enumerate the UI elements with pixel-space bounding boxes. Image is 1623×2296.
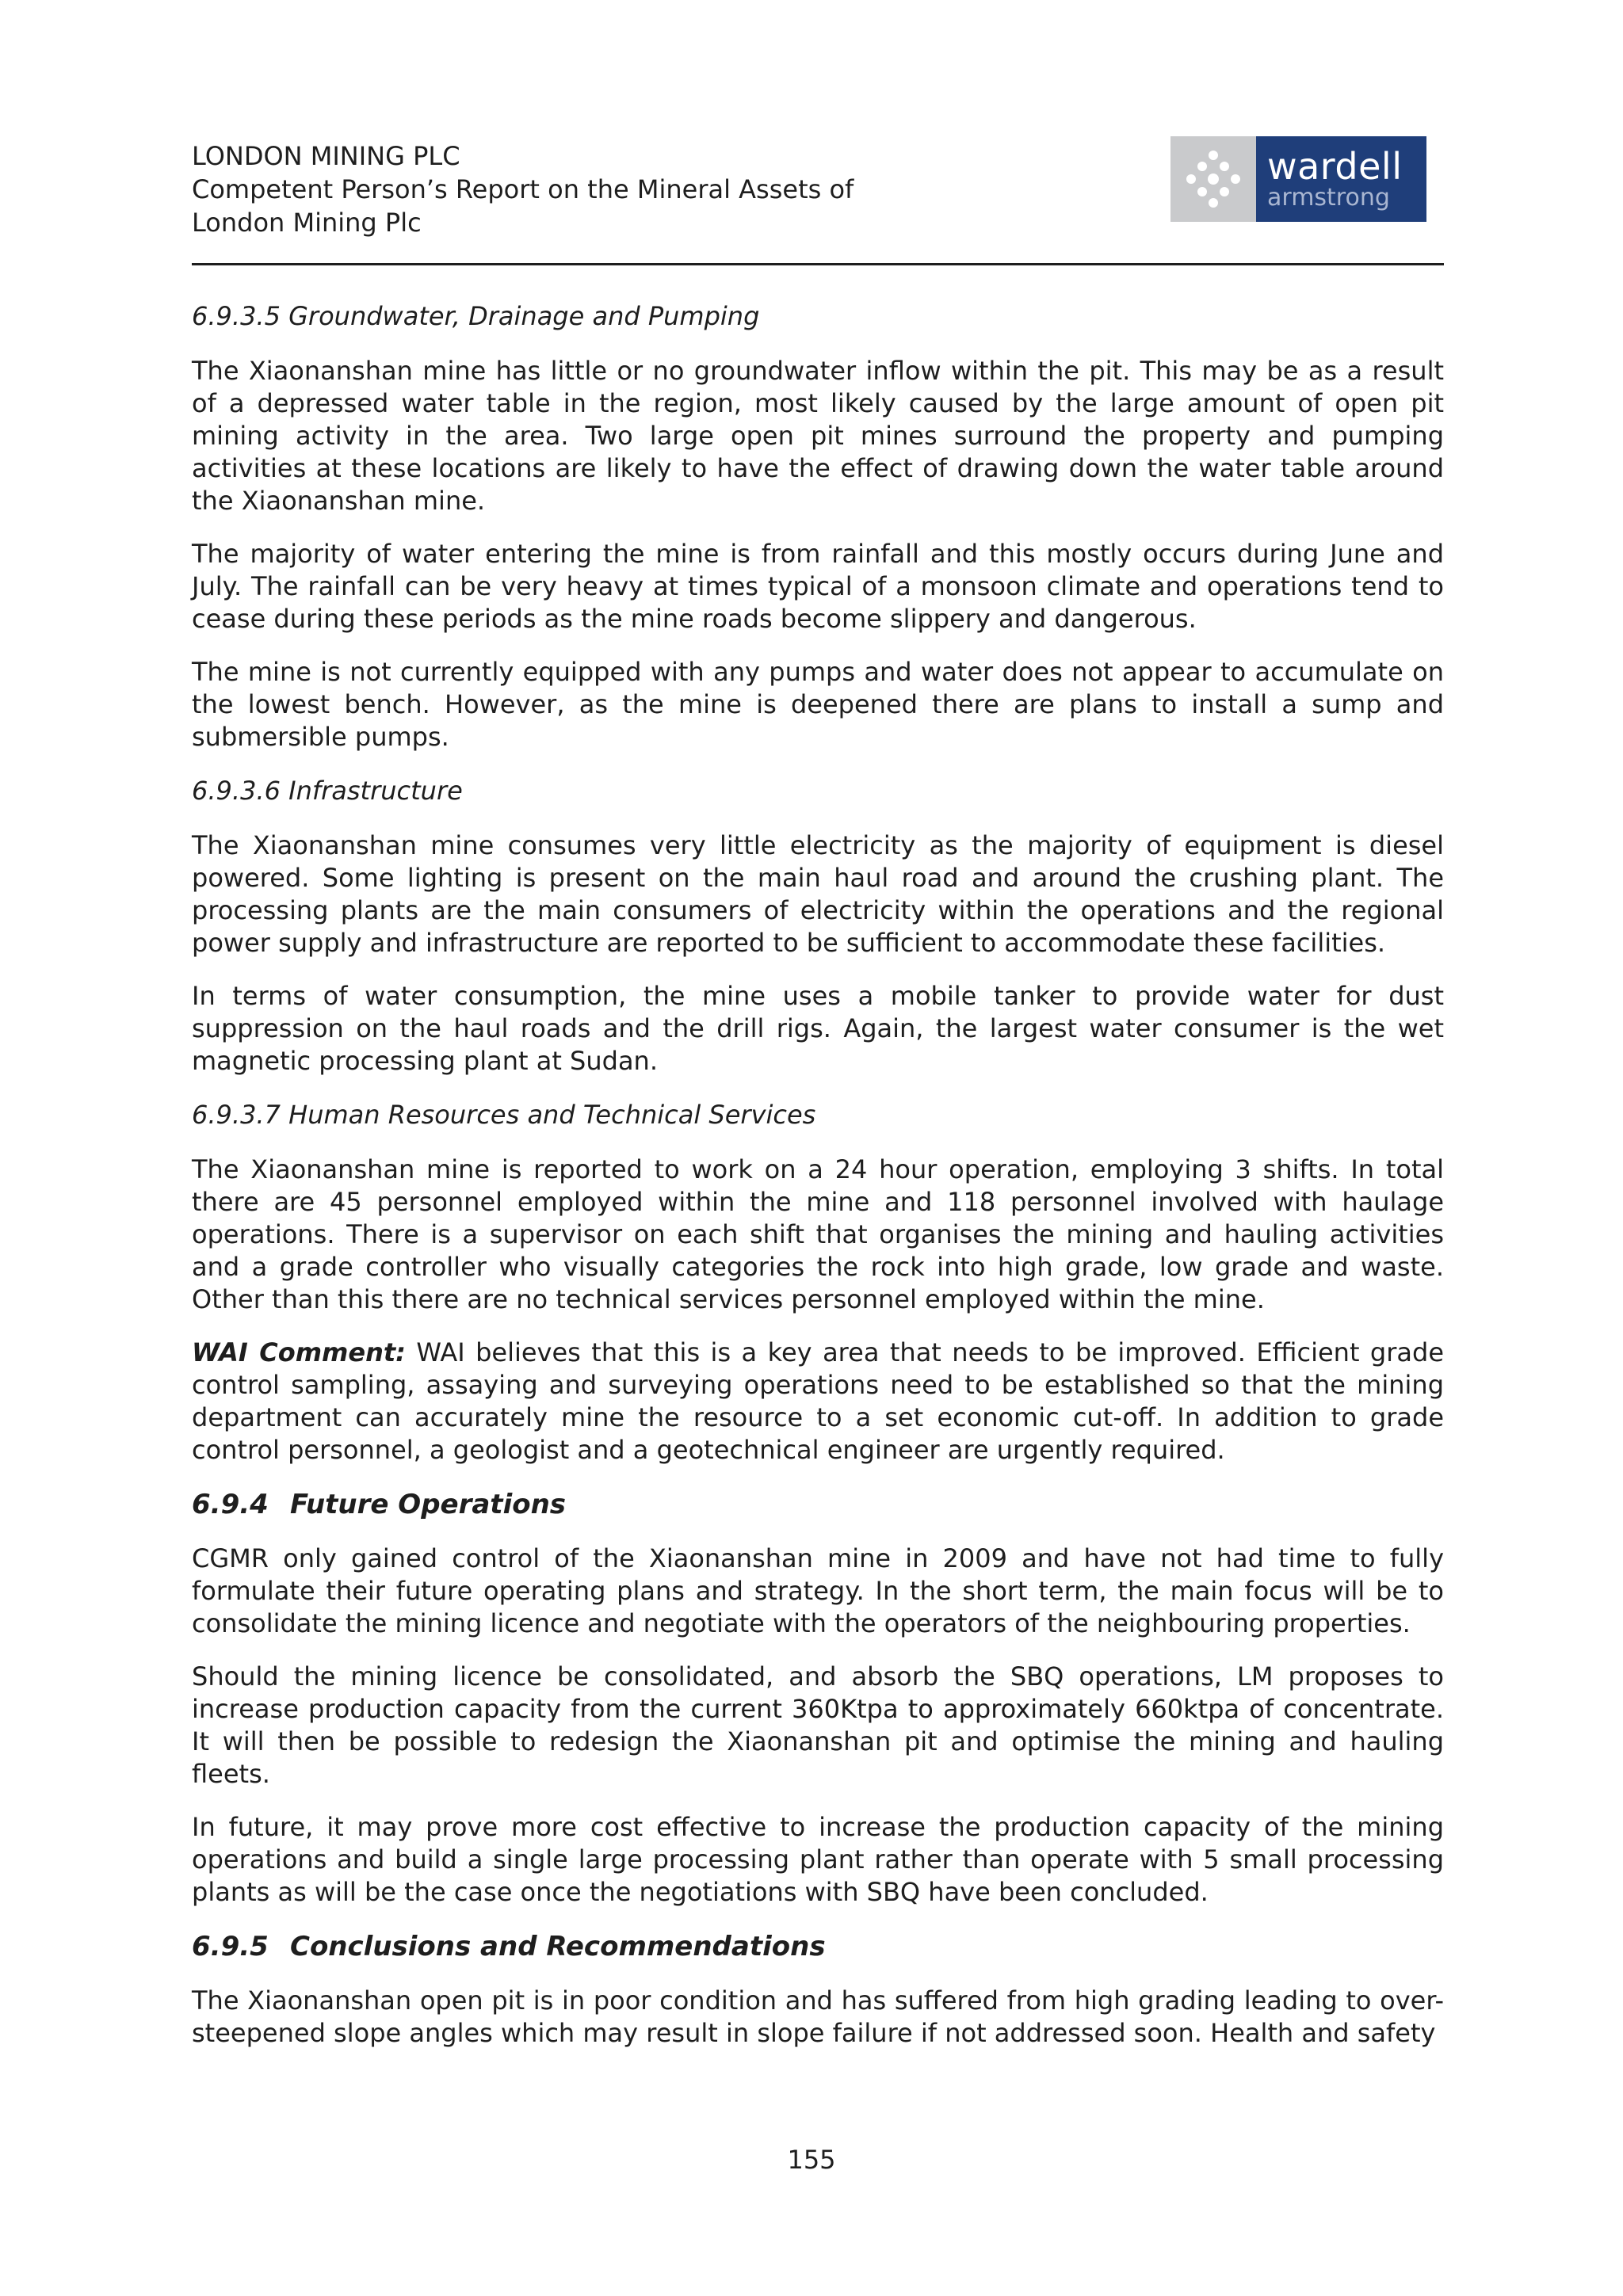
section-694-para-3: In future, it may prove more cost effective to increase the production capacity of the mining operations and build a single large processing plant rather than operate with 5 small processing plants as will be the case once the negotiations with SBQ have been concluded. — [192, 1812, 1444, 1907]
header-report-title: Competent Person’s Report on the Mineral Assets of — [192, 174, 854, 204]
page-number: 155 — [787, 2145, 836, 2175]
wai-comment — [192, 1337, 1444, 1466]
section-695-title: Conclusions and Recommendations — [290, 1931, 826, 1962]
section-694-para-2: Should the mining licence be consolidated, and absorb the SBQ operations, LM proposes to increase production capacity from the current 360Ktpa to approximately 660ktpa of concentrate. It will then be possible to redesign the Xiaonanshan pit and optimise the mining and hauling fleets. — [192, 1661, 1444, 1789]
section-6937-title: 6.9.3.7 Human Resources and Technical Services — [192, 1100, 816, 1130]
section-694-heading — [192, 1487, 1444, 1522]
section-6935-para-3: The mine is not currently equipped with any pumps and water does not appear to accumulate on the lowest bench. However, as the mine is deepened there are plans to install a sump and submersible pumps. — [192, 657, 1444, 752]
logo-dots-icon — [1170, 136, 1256, 222]
section-694-title: Future Operations — [290, 1489, 567, 1520]
section-695-para-1: The Xiaonanshan open pit is in poor condition and has suffered from high grading leading to over-steepened slope angles which may result in slope failure if not addressed soon. Health and safety — [192, 1985, 1444, 2048]
section-6936-para-1: The Xiaonanshan mine consumes very little electricity as the majority of equipment is diesel powered. Some lighting is present on the main haul road and around the crushing plant. The processing plants are the main consumers of electricity within the operations and the regional power supply and infrastructure are reported to be sufficient to accommodate these facilities. — [192, 830, 1444, 958]
section-6935-para-1: The Xiaonanshan mine has little or no groundwater inflow within the pit. This may be as a result of a depressed water table in the region, most likely caused by the large amount of open pit mining activity in the area. Two large open pit mines surround the property and pumping activities at these locations are likely to have the effect of drawing down the water table around the Xiaonanshan mine. — [192, 356, 1444, 516]
section-695-number: 6.9.5 — [192, 1931, 269, 1962]
section-694-number: 6.9.4 — [192, 1489, 269, 1520]
header-divider — [192, 263, 1444, 265]
section-6935-title: 6.9.3.5 Groundwater, Drainage and Pumping — [192, 301, 760, 331]
header-text — [192, 139, 854, 239]
header-company: LONDON MINING PLC — [192, 141, 460, 171]
logo-word-wardell: wardell — [1267, 145, 1403, 188]
wai-comment-label: WAI Comment: — [192, 1337, 406, 1367]
logo-wordmark — [1256, 136, 1426, 222]
header-client: London Mining Plc — [192, 208, 422, 238]
page-body — [192, 299, 1444, 2070]
section-694-para-1: CGMR only gained control of the Xiaonanshan mine in 2009 and have not had time to fully formulate their future operating plans and strategy. In the short term, the main focus will be to consolidate the mining licence and negotiate with the operators of the neighbouring properties. — [192, 1543, 1444, 1638]
section-6936-title: 6.9.3.6 Infrastructure — [192, 776, 463, 806]
section-6936-para-2: In terms of water consumption, the mine uses a mobile tanker to provide water for dust suppression on the haul roads and the drill rigs. Again, the largest water consumer is the wet magnetic processing plant at Sudan. — [192, 981, 1444, 1076]
wai-comment-text: WAI believes that this is a key area that needs to be improved. Efficient grade control sampling, assaying and surveying operations need to be established so that the mining department can accurately mine the resource to a set economic cut-off. In addition to grade control personnel, a geologist and a geotechnical engineer are urgently required. — [192, 1337, 1445, 1465]
section-695-heading — [192, 1929, 1444, 1964]
section-6937-para-1: The Xiaonanshan mine is reported to work on a 24 hour operation, employing 3 shifts. In total there are 45 personnel employed within the mine and 118 personnel involved with haulage operations. There is a supervisor on each shift that organises the mining and hauling activities and a grade controller who visually categories the rock into high grade, low grade and waste. Other than this there are no technical services personnel employed within the mine. — [192, 1154, 1444, 1314]
section-6935-para-2: The majority of water entering the mine is from rainfall and this mostly occurs during June and July. The rainfall can be very heavy at times typical of a monsoon climate and operations tend to cease during these periods as the mine roads become slippery and dangerous. — [192, 539, 1444, 634]
page-header — [192, 139, 1444, 258]
logo-word-armstrong: armstrong — [1267, 184, 1390, 212]
wardell-armstrong-logo — [1170, 136, 1426, 222]
